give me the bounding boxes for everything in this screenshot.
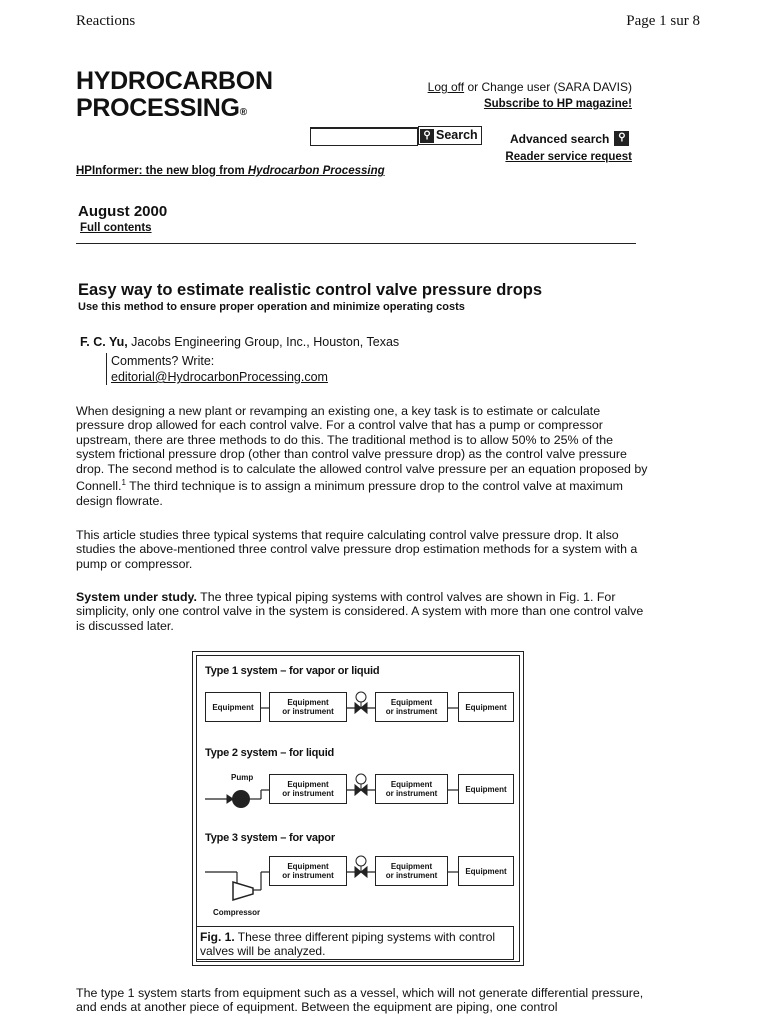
equip-instr-box: Equipment or instrument: [375, 774, 448, 804]
compressor-icon: [233, 882, 253, 900]
change-user-text[interactable]: or Change user: [467, 80, 551, 94]
equipment-box: Equipment: [458, 774, 514, 804]
figure-caption: Fig. 1. These three different piping systems with control valves will be analyzed.: [196, 926, 514, 960]
search-input[interactable]: [310, 127, 418, 146]
page-number: Page 1 sur 8: [626, 13, 700, 29]
author-name: F. C. Yu,: [80, 335, 128, 349]
article-subtitle: Use this method to ensure proper operation and minimize operating costs: [78, 301, 465, 313]
divider: [76, 243, 636, 244]
article-title: Easy way to estimate realistic control valve pressure drops: [78, 281, 543, 299]
equipment-box: Equipment: [205, 692, 261, 722]
equip-instr-box: Equipment or instrument: [269, 692, 347, 722]
equipment-box: Equipment: [458, 856, 514, 886]
logo-line2: PROCESSING®: [76, 94, 247, 122]
logo-line1: HYDROCARBON: [76, 67, 273, 95]
type3-heading: Type 3 system – for vapor: [205, 832, 335, 844]
page-header-left: Reactions: [76, 13, 136, 29]
full-contents-link[interactable]: Full contents: [80, 222, 152, 234]
comments-label: Comments? Write:: [111, 354, 215, 368]
figure-1: [192, 651, 524, 966]
section-heading: System under study.: [76, 590, 197, 604]
subscribe-link[interactable]: Subscribe to HP magazine!: [483, 98, 632, 110]
site-logo[interactable]: [76, 68, 273, 122]
compressor-label: Compressor: [213, 908, 261, 917]
equip-instr-box: Equipment or instrument: [269, 856, 347, 886]
paragraph-scope: This article studies three typical systems that require calculating control valve pressure drop. It also studies the above-mentioned three control valve pressure drop estimation methods for a system with a pump or compressor.: [76, 528, 638, 571]
advanced-search-label: Advanced search: [510, 131, 610, 146]
log-off-link[interactable]: Log off: [427, 80, 465, 94]
blog-name: Hydrocarbon Processing: [247, 165, 385, 177]
search-icon: ⚲: [420, 129, 434, 143]
figure-frame: [196, 655, 520, 962]
footnote-ref[interactable]: 1: [121, 478, 126, 488]
equip-instr-box: Equipment or instrument: [375, 692, 448, 722]
pump-icon: [232, 790, 250, 808]
user-line: [428, 80, 632, 94]
comments-block: [106, 353, 328, 385]
email-link[interactable]: editorial@HydrocarbonProcessing.com: [111, 370, 328, 384]
reader-service-link[interactable]: Reader service request: [505, 151, 632, 163]
user-name: (SARA DAVIS): [553, 80, 632, 94]
type1-heading: Type 1 system – for vapor or liquid: [205, 665, 380, 677]
paragraph-system: System under study. The three typical piping systems with control valves are shown in Fig. 1. For simplicity, only one control valve in the system is considered. A system with more than one control valve is discussed later.: [76, 590, 644, 633]
caption-label: Fig. 1.: [200, 930, 235, 944]
equipment-box: Equipment: [458, 692, 514, 722]
pump-label: Pump: [231, 773, 254, 782]
type2-heading: Type 2 system – for liquid: [205, 747, 335, 759]
blog-link[interactable]: HPInformer: the new blog from Hydrocarbon Processing: [76, 165, 385, 177]
paragraph-intro: When designing a new plant or revamping an existing one, a key task is to estimate or calculate pressure drop allowed for each control valve. For a control valve that has a pump or compressor upstream, there are three methods to do this. The traditional method is to allow 50% to 25% of the system frictional pressure drop (other than control valve pressure drop) as the control valve pressure drop. The second method is to calculate the allowed control valve pressure per an equation proposed by Connell.$^1$ The third technique is to assign a minimum pressure drop to the control valve at maximum design flowrate.: [76, 404, 648, 508]
registered-mark: ®: [239, 107, 247, 118]
equip-instr-box: Equipment or instrument: [269, 774, 347, 804]
advanced-search-icon[interactable]: ⚲: [614, 131, 629, 146]
issue-date: August 2000: [78, 203, 168, 220]
search-button-label: Search: [436, 128, 478, 142]
equip-instr-box: Equipment or instrument: [375, 856, 448, 886]
search-button[interactable]: [418, 126, 482, 145]
author-affiliation: Jacobs Engineering Group, Inc., Houston, Texas: [127, 335, 400, 349]
author-line: [80, 335, 399, 349]
paragraph-type1: The type 1 system starts from equipment such as a vessel, which will not generate differential pressure, and ends at another piece of equipment. Between the equipment are piping, one control: [76, 986, 644, 1015]
advanced-search[interactable]: [510, 131, 631, 146]
